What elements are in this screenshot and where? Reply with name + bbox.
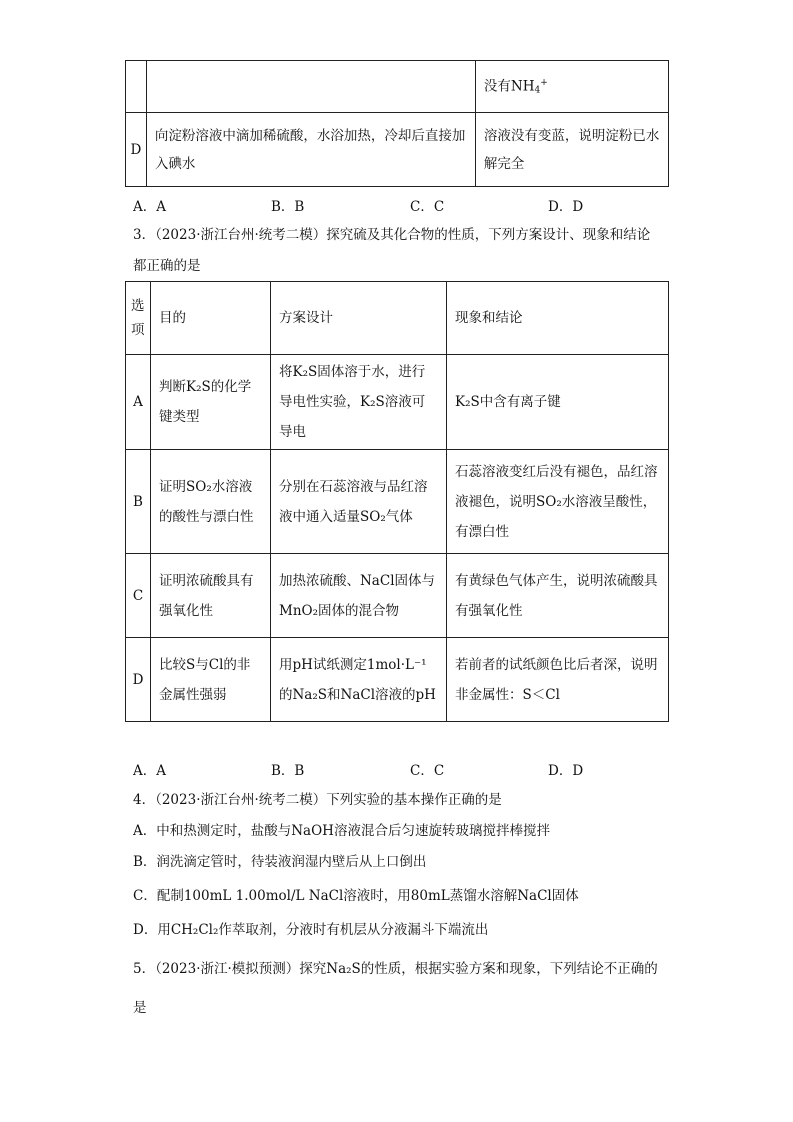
q4-stem: 4．（2023·浙江台州·统考二模）下列实验的基本操作正确的是 [133, 792, 502, 808]
q2-table [125, 60, 669, 187]
q3-row-b [126, 450, 669, 554]
q2-table-result-cell: 没有$NH_4^+$ [475, 61, 668, 113]
q3-row-c-plan: 加热浓硫酸、NaCl固体与MnO₂固体的混合物 [271, 554, 447, 638]
q3-row-c-result: 有黄绿色气体产生，说明浓硫酸具有强氧化性 [447, 554, 669, 638]
q2-table-option-d: D [126, 113, 147, 187]
q3-header-plan: 方案设计 [271, 282, 447, 355]
q3-row-d-purpose: 比较S与Cl的非金属性强弱 [151, 638, 271, 722]
q5-stem-line1: 5．（2023·浙江·模拟预测）探究Na₂S的性质，根据实验方案和现象，下列结论不正确的 [133, 961, 658, 977]
q4-option-c[interactable]: C．配制100mL 1.00mol/L NaCl溶液时，用80mL蒸馏水溶解NaCl固体 [133, 888, 579, 904]
q3-row-d [126, 638, 669, 722]
q5-stem-line2: 是 [133, 1000, 147, 1016]
q2-table-option-cell [126, 61, 147, 113]
q3-row-d-plan: 用pH试纸测定1mol·L⁻¹的Na₂S和NaCl溶液的pH [271, 638, 447, 722]
q3-answer-d[interactable]: D．D [548, 763, 584, 779]
q3-row-d-option: D [126, 638, 151, 722]
q3-answer-options [133, 759, 693, 781]
q3-row-a-plan: 将K₂S固体溶于水，进行导电性实验，K₂S溶液可导电 [271, 355, 447, 450]
q2-table-plan-d: 向淀粉溶液中滴加稀硫酸，水浴加热，冷却后直接加入碘水 [146, 113, 475, 187]
q2-answer-a[interactable]: A．A [133, 199, 166, 215]
q3-answer-b[interactable]: B．B [271, 763, 305, 779]
q3-row-a-purpose: 判断K₂S的化学键类型 [151, 355, 271, 450]
q2-answer-options [133, 195, 693, 217]
q3-row-c-option: C [126, 554, 151, 638]
q4-option-a[interactable]: A．中和热测定时，盐酸与NaOH溶液混合后匀速旋转玻璃搅拌棒搅拌 [133, 823, 550, 839]
q3-row-a-result: K₂S中含有离子键 [447, 355, 669, 450]
q3-table [125, 281, 669, 722]
q2-table-plan-cell [146, 61, 475, 113]
q3-header-option: 选 项 [126, 282, 151, 355]
q3-row-b-purpose: 证明SO₂水溶液的酸性与漂白性 [151, 450, 271, 554]
q2-answer-d[interactable]: D．D [548, 199, 584, 215]
q2-answer-c[interactable]: C．C [410, 199, 445, 215]
q3-row-d-result: 若前者的试纸颜色比后者深，说明非金属性：S＜Cl [447, 638, 669, 722]
q4-option-d[interactable]: D．用CH₂Cl₂作萃取剂，分液时有机层从分液漏斗下端流出 [133, 922, 489, 938]
q3-header-result: 现象和结论 [447, 282, 669, 355]
q3-row-b-option: B [126, 450, 151, 554]
q3-row-c [126, 554, 669, 638]
q3-row-b-result: 石蕊溶液变红后没有褪色，品红溶液褪色，说明SO₂水溶液呈酸性，有漂白性 [447, 450, 669, 554]
q3-row-a [126, 355, 669, 450]
q3-row-c-purpose: 证明浓硫酸具有强氧化性 [151, 554, 271, 638]
q3-header-purpose: 目的 [151, 282, 271, 355]
q3-answer-c[interactable]: C．C [410, 763, 445, 779]
q3-row-b-plan: 分别在石蕊溶液与品红溶液中通入适量SO₂气体 [271, 450, 447, 554]
q3-row-a-option: A [126, 355, 151, 450]
q2-answer-b[interactable]: B．B [271, 199, 305, 215]
q4-option-b[interactable]: B．润洗滴定管时，待装液润湿内壁后从上口倒出 [133, 854, 427, 870]
q2-table-result-d: 溶液没有变蓝，说明淀粉已水解完全 [475, 113, 668, 187]
q3-stem-line1: 3．（2023·浙江台州·统考二模）探究硫及其化合物的性质，下列方案设计、现象和结论 [133, 227, 651, 243]
q3-stem-line2: 都正确的是 [133, 258, 201, 274]
q3-answer-a[interactable]: A．A [133, 763, 166, 779]
